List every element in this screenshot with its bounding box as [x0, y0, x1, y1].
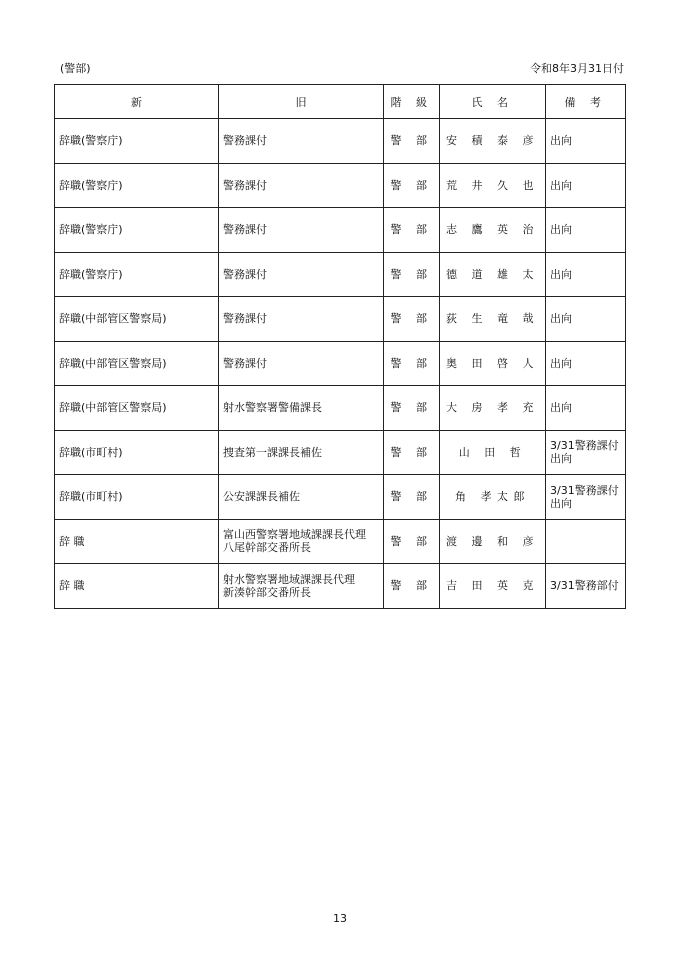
table-row — [55, 297, 626, 342]
cell-name: 荻 生 竜 哉 — [440, 297, 546, 342]
cell-name: 德 道 雄 太 — [440, 252, 546, 297]
cell-rank: 警 部 — [384, 475, 440, 520]
cell-rank: 警 部 — [384, 430, 440, 475]
cell-remarks: 出向 — [546, 163, 626, 208]
cell-new: 辞職(警察庁) — [55, 208, 219, 253]
cell-remarks: 3/31警務課付 出向 — [546, 475, 626, 520]
cell-name: 安 積 泰 彦 — [440, 119, 546, 164]
table-row — [55, 252, 626, 297]
cell-rank: 警 部 — [384, 119, 440, 164]
col-header-name: 氏 名 — [440, 85, 546, 119]
cell-old: 警務課付 — [219, 341, 384, 386]
cell-remarks: 3/31警務課付 出向 — [546, 430, 626, 475]
cell-rank: 警 部 — [384, 252, 440, 297]
table-row — [55, 564, 626, 609]
table-row — [55, 386, 626, 431]
cell-remarks: 出向 — [546, 208, 626, 253]
cell-new: 辞職(市町村) — [55, 430, 219, 475]
cell-name: 角 孝太郎 — [440, 475, 546, 520]
cell-old: 警務課付 — [219, 163, 384, 208]
cell-remarks: 出向 — [546, 341, 626, 386]
table-row — [55, 208, 626, 253]
cell-remarks: 出向 — [546, 252, 626, 297]
cell-old: 警務課付 — [219, 252, 384, 297]
cell-rank: 警 部 — [384, 386, 440, 431]
col-header-remarks: 備 考 — [546, 85, 626, 119]
cell-new: 辞 職 — [55, 564, 219, 609]
cell-name: 荒 井 久 也 — [440, 163, 546, 208]
cell-rank: 警 部 — [384, 163, 440, 208]
cell-old: 射水警察署地域課課長代理 新湊幹部交番所長 — [219, 564, 384, 609]
cell-old: 警務課付 — [219, 208, 384, 253]
table-row — [55, 475, 626, 520]
cell-new: 辞職(中部管区警察局) — [55, 297, 219, 342]
cell-old: 射水警察署警備課長 — [219, 386, 384, 431]
cell-name: 渡 邊 和 彦 — [440, 519, 546, 564]
section-label: (警部) — [60, 62, 91, 75]
col-header-old: 旧 — [219, 85, 384, 119]
effective-date: 令和8年3月31日付 — [530, 62, 624, 75]
cell-rank: 警 部 — [384, 297, 440, 342]
cell-remarks: 出向 — [546, 297, 626, 342]
cell-old: 捜査第一課課長補佐 — [219, 430, 384, 475]
cell-name: 奥 田 啓 人 — [440, 341, 546, 386]
cell-name: 山 田 哲 — [440, 430, 546, 475]
cell-new: 辞職(市町村) — [55, 475, 219, 520]
cell-remarks: 3/31警務部付 — [546, 564, 626, 609]
page-number: 13 — [333, 912, 347, 925]
cell-name: 吉 田 英 克 — [440, 564, 546, 609]
cell-old: 富山西警察署地域課課長代理 八尾幹部交番所長 — [219, 519, 384, 564]
cell-name: 大 房 孝 充 — [440, 386, 546, 431]
cell-new: 辞 職 — [55, 519, 219, 564]
cell-old: 警務課付 — [219, 119, 384, 164]
cell-rank: 警 部 — [384, 341, 440, 386]
cell-rank: 警 部 — [384, 564, 440, 609]
cell-remarks: 出向 — [546, 119, 626, 164]
col-header-rank: 階 級 — [384, 85, 440, 119]
cell-name: 志 鷹 英 治 — [440, 208, 546, 253]
personnel-table — [54, 84, 626, 609]
table-row — [55, 341, 626, 386]
cell-remarks: 出向 — [546, 386, 626, 431]
table-row — [55, 119, 626, 164]
cell-new: 辞職(中部管区警察局) — [55, 341, 219, 386]
cell-remarks — [546, 519, 626, 564]
cell-rank: 警 部 — [384, 208, 440, 253]
table-header-row — [55, 85, 626, 119]
cell-new: 辞職(中部管区警察局) — [55, 386, 219, 431]
cell-new: 辞職(警察庁) — [55, 119, 219, 164]
col-header-new: 新 — [55, 85, 219, 119]
cell-old: 警務課付 — [219, 297, 384, 342]
cell-old: 公安課課長補佐 — [219, 475, 384, 520]
cell-new: 辞職(警察庁) — [55, 252, 219, 297]
table-row — [55, 163, 626, 208]
cell-new: 辞職(警察庁) — [55, 163, 219, 208]
cell-rank: 警 部 — [384, 519, 440, 564]
table-row — [55, 430, 626, 475]
table-row — [55, 519, 626, 564]
